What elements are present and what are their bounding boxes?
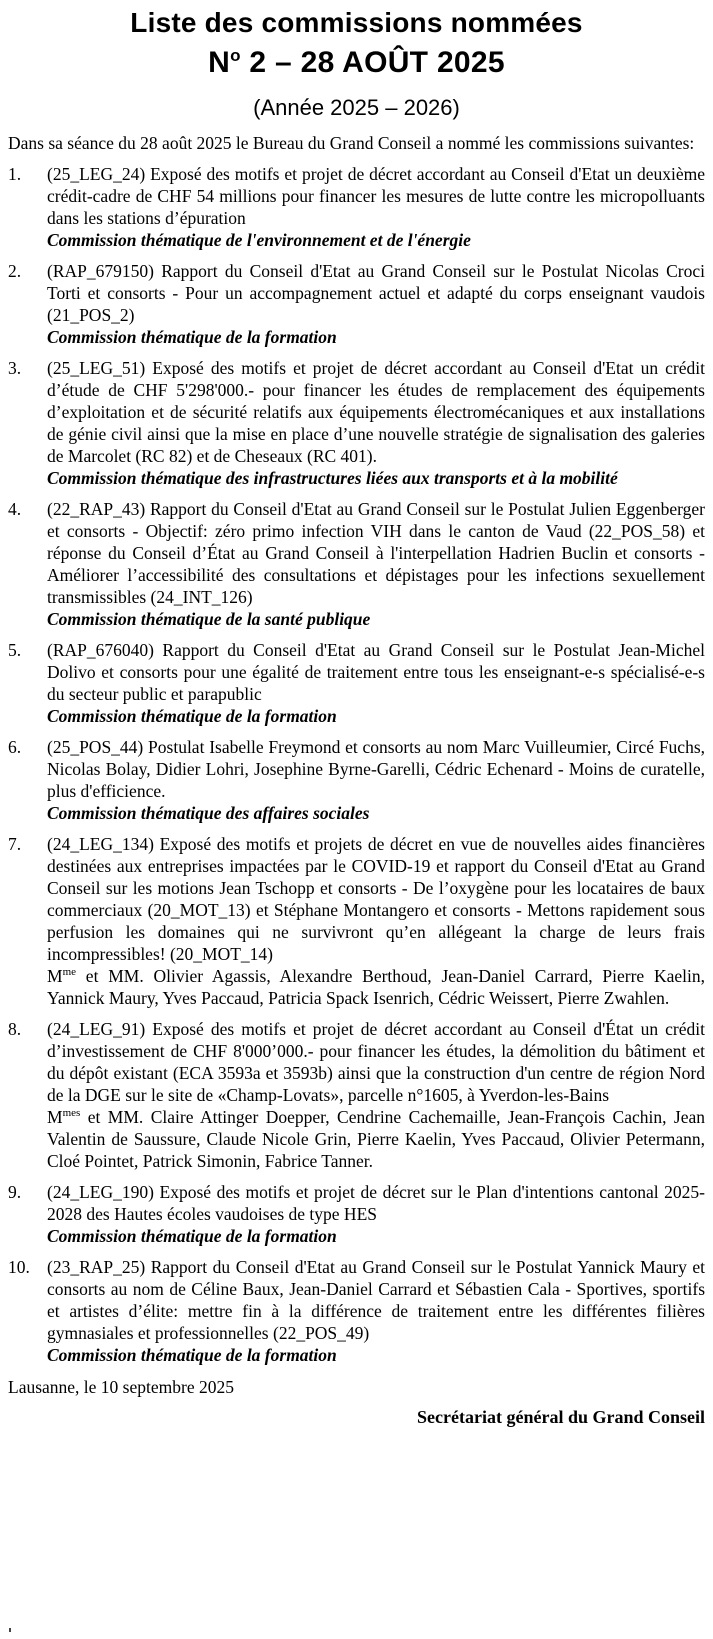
item-number: 5.: [8, 640, 22, 660]
list-item: [8, 163, 705, 251]
item-text: (24_LEG_190) Exposé des motifs et projet de décret sur le Plan d'intentions cantonal 2025-2028 des Hautes écoles vaudoises de type HES: [47, 1182, 705, 1224]
members-title-superscript: mes: [62, 1107, 81, 1120]
list-item: [8, 498, 705, 630]
item-number: 3.: [8, 358, 22, 378]
item-number: 4.: [8, 499, 22, 519]
commission-assignment: Commission thématique de la formation: [47, 327, 337, 347]
item-text: (25_LEG_24) Exposé des motifs et projet de décret accordant au Conseil d'Etat un deuxième crédit-cadre de CHF 54 millions pour financer les mesures de lutte contre les micropolluants dans les stations d’épuration: [47, 164, 705, 228]
item-number: 7.: [8, 834, 22, 854]
item-text: (22_RAP_43) Rapport du Conseil d'Etat au Grand Conseil sur le Postulat Julien Eggenberger et consorts - Objectif: zéro primo infection VIH dans le canton de Vaud (22_POS_58) et réponse du Conseil d’État au Grand Conseil à l'interpellation Hadrien Buclin et consorts - Améliorer l’accessibilité des consultations et dépistages pour les infections sexuellement transmissibles (24_INT_126): [47, 499, 705, 607]
item-text: (25_POS_44) Postulat Isabelle Freymond et consorts au nom Marc Vuilleumier, Circé Fuchs, Nicolas Bolay, Didier Lohri, Josephine Byrne-Garelli, Cédric Echenard - Moins de curatelle, plus d'efficience.: [47, 737, 705, 801]
intro-paragraph: Dans sa séance du 28 août 2025 le Bureau du Grand Conseil a nommé les commissions suivantes:: [8, 133, 695, 153]
list-item: [8, 260, 705, 348]
commission-assignment: Commission thématique des infrastructures liées aux transports et à la mobilité: [47, 468, 618, 488]
item-text: (24_LEG_134) Exposé des motifs et projets de décret en vue de nouvelles aides financières destinées aux entreprises impactées par le COVID-19 et rapport du Conseil d'Etat au Grand Conseil sur les motions Jean Tschopp et consorts - De l’oxygène pour les locataires de baux commerciaux (20_MOT_13) et Stéphane Montangero et consorts - Mettons rapidement sous perfusion les domaines qui ne survivront qu’en allégeant la charge de leurs frais incompressibles! (20_MOT_14): [47, 834, 705, 964]
item-text: (25_LEG_51) Exposé des motifs et projet de décret accordant au Conseil d'Etat un crédit d’étude de CHF 5'298'000.- pour financer les études de remplacement des équipements d’exploitation et de sécurité relatifs aux équipements électromécaniques et aux installations de génie civil ainsi que la mise en place d’une nouvelle stratégie de signalisation des galeries de Marcolet (RC 82) et de Cheseaux (RC 401).: [47, 358, 705, 466]
list-item: [8, 736, 705, 824]
commission-list: [8, 163, 705, 1366]
item-text: (23_RAP_25) Rapport du Conseil d'Etat au Grand Conseil sur le Postulat Yannick Maury et consorts au nom de Céline Baux, Jean-Daniel Carrard et Sébastien Cala - Sportives, sportifs et artistes d’élite: mettre fin à la différence de traitement entre les différentes filières gymnasiales et professionnelles (22_POS_49): [47, 1257, 705, 1343]
list-item: [8, 833, 705, 1009]
item-number: 2.: [8, 261, 22, 281]
document-year-subtitle: (Année 2025 – 2026): [253, 95, 460, 120]
number-title-n: N: [208, 46, 231, 79]
members-title-superscript: me: [62, 966, 77, 979]
signature: Secrétariat général du Grand Conseil: [417, 1407, 705, 1427]
commission-assignment: Commission thématique de la formation: [47, 1226, 337, 1246]
item-number: 1.: [8, 164, 22, 184]
commission-assignment: Commission thématique de la santé publique: [47, 609, 371, 629]
commission-members: $M^{me}$ et MM. Olivier Agassis, Alexandre Berthoud, Jean-Daniel Carrard, Pierre Kaelin, Yannick Maury, Yves Paccaud, Patricia Spack Isenrich, Cédric Weissert, Pierre Zwahlen.: [47, 966, 705, 1008]
commission-assignment: Commission thématique de la formation: [47, 1345, 337, 1365]
number-title-ordinal: o: [230, 46, 241, 65]
list-item: [8, 1181, 705, 1247]
item-text: (24_LEG_91) Exposé des motifs et projet de décret accordant au Conseil d'État un crédit d’investissement de CHF 8'000’000.- pour financer les études, la démolition du bâtiment et du dépôt existant (ECA 3593a et 3593b) ainsi que la construction d'un centre de région Nord de la DGE sur le site de «Champ-Lovats», parcelle n°1605, à Yverdon-les-Bains: [47, 1019, 705, 1105]
scan-artifact: [9, 1628, 11, 1632]
list-item: [8, 357, 705, 489]
document-number-title: [8, 45, 705, 81]
commission-assignment: Commission thématique des affaires sociales: [47, 803, 370, 823]
item-number: 10.: [8, 1257, 30, 1277]
document-title: Liste des commissions nommées: [130, 7, 583, 38]
number-title-rest: 2 – 28 AOÛT 2025: [240, 46, 505, 79]
commission-members: $M^{mes}$ et MM. Claire Attinger Doepper, Cendrine Cachemaille, Jean-François Cachin, Jean Valentin de Saussure, Claude Nicole Grin, Pierre Kaelin, Yves Paccaud, Olivier Petermann, Cloé Pointet, Patrick Simonin, Fabrice Tanner.: [47, 1107, 705, 1171]
commission-assignment: Commission thématique de la formation: [47, 706, 337, 726]
list-item: [8, 1256, 705, 1366]
list-item: [8, 639, 705, 727]
commission-assignment: Commission thématique de l'environnement et de l'énergie: [47, 230, 471, 250]
item-number: 6.: [8, 737, 22, 757]
item-text: (RAP_676040) Rapport du Conseil d'Etat au Grand Conseil sur le Postulat Jean-Michel Dolivo et consorts pour une égalité de traitement entre tous les enseignant-e-s spécialisé-e-s du secteur public et parapublic: [47, 640, 705, 704]
item-number: 8.: [8, 1019, 22, 1039]
item-text: (RAP_679150) Rapport du Conseil d'Etat au Grand Conseil sur le Postulat Nicolas Croci Torti et consorts - Pour un accompagnement actuel et adapté du corps enseignant vaudois (21_POS_2): [47, 261, 705, 325]
place-date: Lausanne, le 10 septembre 2025: [8, 1377, 234, 1397]
item-number: 9.: [8, 1182, 22, 1202]
list-item: [8, 1018, 705, 1172]
